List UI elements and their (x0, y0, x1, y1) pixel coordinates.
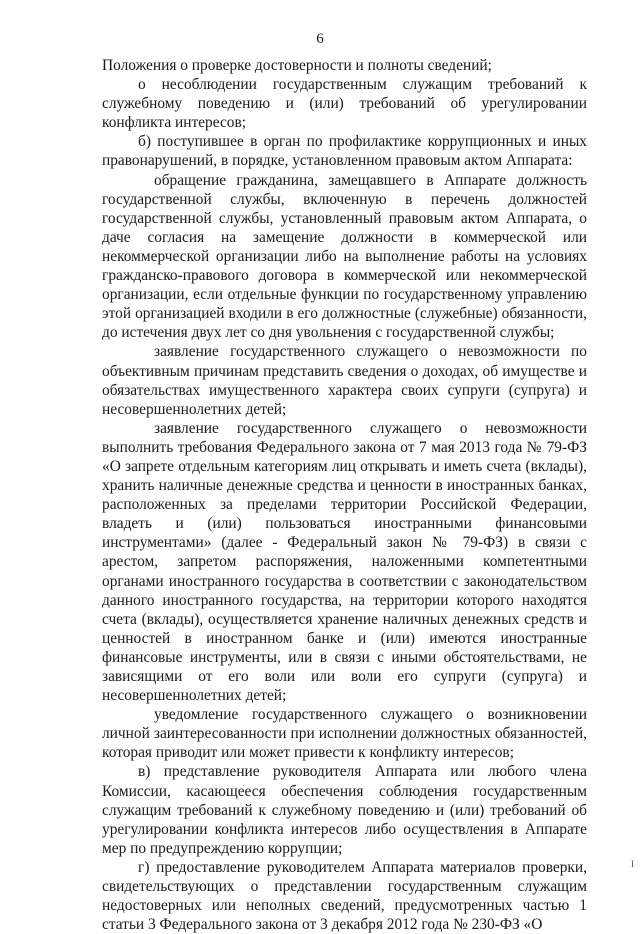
paragraph-notification-interest: уведомление государственного служащего о возникновении личной заинтересованности при исполнении должностных обязанностей, которая приводит или может привести к конфликту интересов; (102, 706, 587, 762)
document-body (102, 56, 587, 934)
paragraph-item-g: г) предоставление руководителем Аппарата материалов проверки, свидетельствующих о представлении государственным служащим недостоверных или неполных сведений, предусмотренных частью 1 статьи 3 Федерального закона от 3 декабря 2012 года № 230-ФЗ «О (102, 858, 587, 934)
paragraph-item-v: в) представление руководителя Аппарата или любого члена Комиссии, касающееся обеспечения соблюдения государственным служащим требований к служебному поведению и (или) требований об урегулировании конфликта интересов либо осуществления в Аппарате мер по предупреждению коррупции; (102, 763, 587, 857)
paragraph-statement-79fz: заявление государственного служащего о невозможности выполнить требования Федерального закона от 7 мая 2013 года № 79-ФЗ «О запрете отдельным категориям лиц открывать и иметь счета (вклады), хранить наличные денежные средства и ценности в иностранных банках, расположенных за пределами территории Российской Федерации, владеть и (или) пользоваться иностранными финансовыми инструментами» (далее - Федеральный закон № 79-ФЗ) в связи с арестом, запретом распоряжения, наложенными компетентными органами иностранного государства в соответствии с законодательством данного иностранного государства, на территории которого находятся счета (вклады), осуществляется хранение наличных денежных средств и ценностей в иностранном банке и (или) имеются иностранные финансовые инструменты, или в связи с иными обстоятельствами, не зависящими от его воли или воли его супруги (супруга) и несовершеннолетних детей; (102, 419, 587, 705)
paragraph-continuation: Положения о проверке достоверности и полноты сведений; (102, 57, 492, 74)
margin-mark: I (631, 859, 634, 869)
paragraph-item-b: б) поступившее в орган по профилактике коррупционных и иных правонарушений, в порядке, установленном правовым актом Аппарата: (102, 133, 587, 170)
paragraph-citizen-appeal: обращение гражданина, замещавшего в Аппарате должность государственной службы, включенную в перечень должностей государственной службы, установленный правовым актом Аппарата, о даче согласия на замещение должности в коммерческой или некоммерческой организации либо на выполнение работы на условиях гражданско-правового договора в коммерческой или некоммерческой организации, если отдельные функции по государственному управлению этой организацией входили в его должностные (служебные) обязанности, до истечения двух лет со дня увольнения с государственной службы; (102, 171, 587, 342)
page-number: 6 (316, 31, 324, 47)
paragraph-statement-income: заявление государственного служащего о невозможности по объективным причинам представить сведения о доходах, об имуществе и обязательствах имущественного характера своих супруги (супруга) и несовершеннолетних детей; (102, 343, 587, 418)
paragraph-noncompliance: о несоблюдении государственным служащим требований к служебному поведению и (или) требований об урегулировании конфликта интересов; (102, 76, 587, 132)
